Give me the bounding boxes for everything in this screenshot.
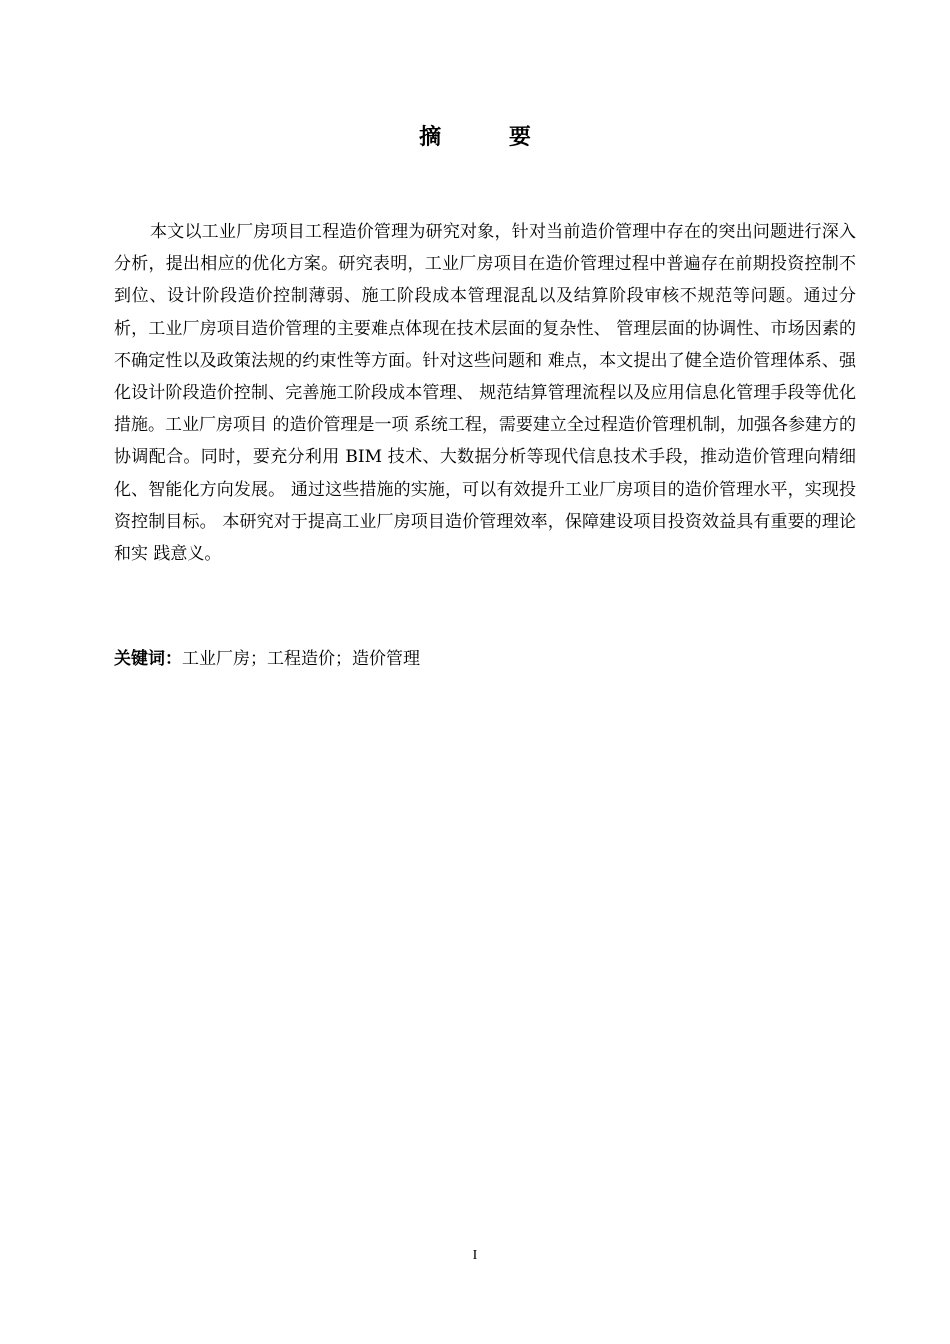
- keywords-label: 关键词：: [114, 649, 182, 669]
- page-number: I: [472, 1248, 478, 1263]
- abstract-title: 摘 要: [419, 125, 561, 150]
- abstract-body: 本文以工业厂房项目工程造价管理为研究对象，针对当前造价管理中存在的突出问题进行深入分析，提出相应的优化方案。研究表明，工业厂房项目在造价管理过程中普遍存在前期投资控制不到位、设计阶段造价控制薄弱、施工阶段成本管理混乱以及结算阶段审核不规范等问题。通过分析，工业厂房项目造价管理的主要难点体现在技术层面的复杂性、 管理层面的协调性、市场因素的不确定性以及政策法规的约束性等方面。针对这些问题和 难点，本文提出了健全造价管理体系、强化设计阶段造价控制、完善施工阶段成本管理、 规范结算管理流程以及应用信息化管理手段等优化措施。工业厂房项目 的造价管理是一项 系统工程，需要建立全过程造价管理机制，加强各参建方的协调配合。同时，要充分利用 BIM 技术、大数据分析等现代信息技术手段，推动造价管理向精细化、智能化方向发展。 通过这些措施的实施，可以有效提升工业厂房项目的造价管理水平，实现投资控制目标。 本研究对于提高工业厂房项目造价管理效率，保障建设项目投资效益具有重要的理论和实 践意义。: [114, 222, 856, 565]
- keywords-line: [114, 644, 856, 674]
- keywords-text: 工业厂房；工程造价；造价管理: [182, 649, 420, 669]
